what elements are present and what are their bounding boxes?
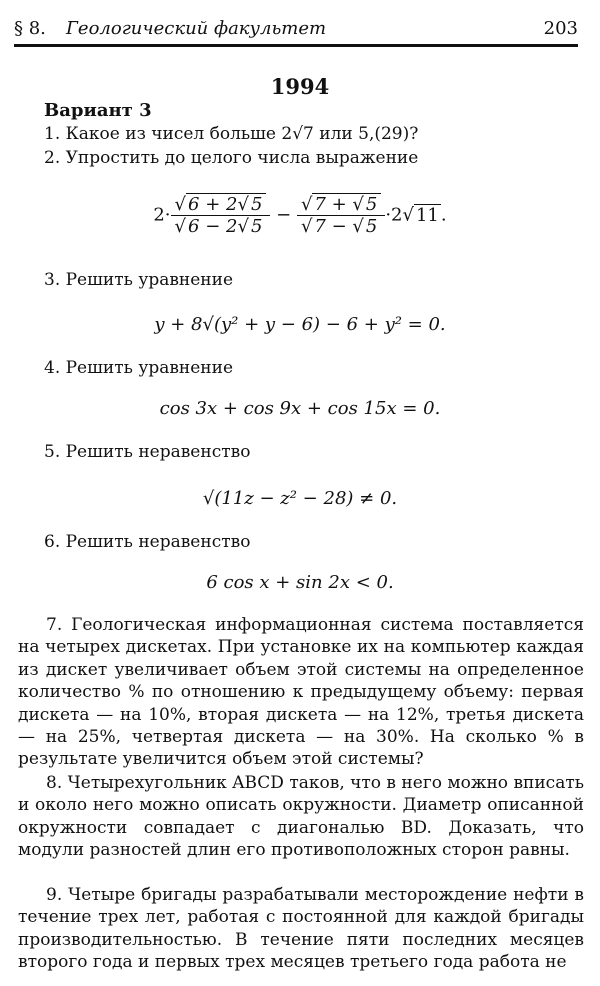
- year-heading: 1994: [270, 74, 330, 99]
- problem-5-text: 5. Решить неравенство: [44, 442, 251, 462]
- section-number: § 8.: [14, 18, 46, 39]
- page-number: 203: [543, 18, 578, 39]
- problem-1: 1. Какое из чисел больше 2√7 или 5,(29)?: [44, 124, 419, 144]
- problem-8: 8. Четырехугольник ABCD таков, что в него можно вписать и около него можно описать окружности. Диаметр описанной окружности совпадает с диагональю BD. Доказать, что модули разностей длин его противоположных сторон равны.: [18, 773, 584, 861]
- fraction-2: $\frac{√ 7 + √ 5}{√ 7 - √ 5}$: [297, 194, 385, 237]
- chapter-title: Геологический факультет: [66, 18, 327, 39]
- running-header: [14, 18, 578, 46]
- problem-2-text: 2. Упростить до целого числа выражение: [44, 148, 419, 168]
- problem-4-text: 4. Решить уравнение: [44, 358, 234, 378]
- fraction-1: $\frac{√ 6 + 2√ 5}{√ 6 - 2√ 5}$: [171, 194, 271, 237]
- problem-6-formula: 6 cos x + sin 2x < 0.: [206, 572, 394, 593]
- problem-3-formula: y + 8√(y² + y − 6) − 6 + y² = 0.: [154, 314, 446, 335]
- problem-3-text: 3. Решить уравнение: [44, 270, 234, 290]
- problem-5-formula: √(11z − z² − 28) ≠ 0.: [202, 488, 398, 509]
- variant-heading: Вариант 3: [44, 100, 152, 121]
- header-rule: [14, 44, 578, 47]
- problem-6-text: 6. Решить неравенство: [44, 532, 251, 552]
- problem-4-formula: cos 3x + cos 9x + cos 15x = 0.: [159, 398, 441, 419]
- problem-9: 9. Четыре бригады разрабатывали месторождение нефти в течение трех лет, работая с постоянной для каждой бригады производительностью. В течение пяти последних месяцев второго года и первых трех месяцев третьего года работа не: [18, 885, 584, 973]
- problem-2-formula: 2· $\frac{√ 6 + 2√ 5}{√ 6 - 2√ 5}$ − $\frac{√ 7 + √ 5}{√ 7 - √ 5}$ ·2√ 11 .: [153, 194, 447, 237]
- problem-7: 7. Геологическая информационная система поставляется на четырех дискетах. При установке их на компьютер каждая из дискет увеличивает объем этой системы на определенное количество % по отношению к предыдущему объему: первая дискета — на 10%, вторая дискета — на 12%, третья дискета — на 25%, четвертая дискета — на 30%. На сколько % в результате увеличится объем этой системы?: [18, 615, 584, 770]
